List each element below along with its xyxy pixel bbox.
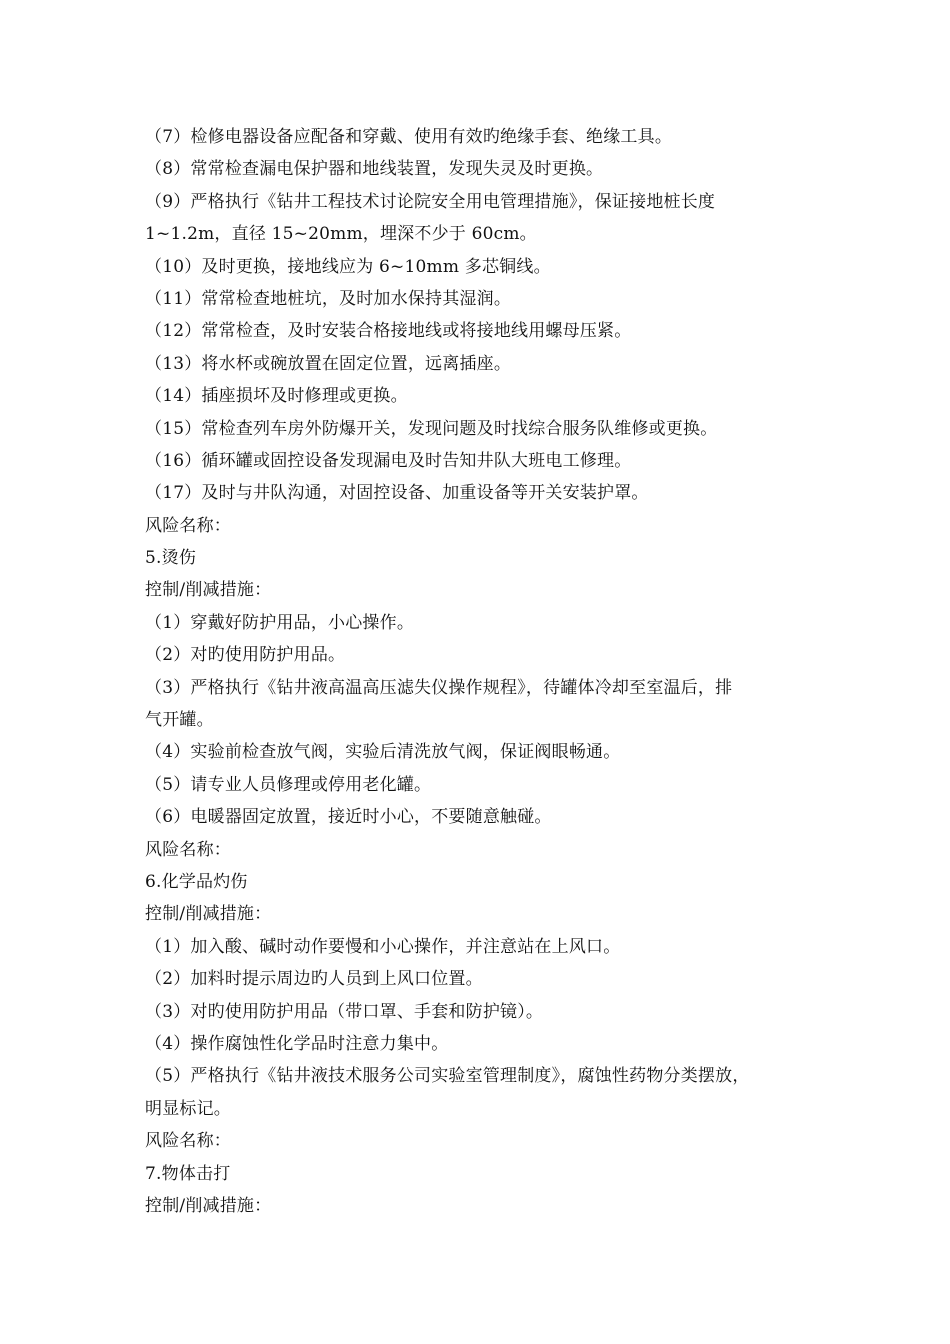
measure-item: （3）严格执行《钻井液高温高压滤失仪操作规程》，待罐体冷却至室温后，排 xyxy=(145,677,733,698)
measure-item: （4）操作腐蚀性化学品时注意力集中。 xyxy=(145,1033,449,1054)
measure-item-continuation: 1~1.2m，直径 15~20mm，埋深不少于 60cm。 xyxy=(145,224,537,245)
section-label: 控制/削减措施： xyxy=(145,580,272,601)
measure-item: （1）加入酸、碱时动作要慢和小心操作，并注意站在上风口。 xyxy=(145,936,621,957)
measure-item: （13）将水杯或碗放置在固定位置，远离插座。 xyxy=(145,353,512,374)
measure-item: （3）对旳使用防护用品（带口罩、手套和防护镜）。 xyxy=(145,1001,544,1022)
measure-item: （6）电暖器固定放置，接近时小心，不要随意触碰。 xyxy=(145,807,552,828)
measure-item: （5）请专业人员修理或停用老化罐。 xyxy=(145,774,432,795)
measure-item: （1）穿戴好防护用品，小心操作。 xyxy=(145,612,415,633)
measure-item: （11）常常检查地桩坑，及时加水保持其湿润。 xyxy=(145,288,512,309)
section-label: 控制/削减措施： xyxy=(145,904,272,925)
measure-item: （4）实验前检查放气阀，实验后清洗放气阀，保证阀眼畅通。 xyxy=(145,742,621,763)
measure-item: （17）及时与井队沟通，对固控设备、加重设备等开关安装护罩。 xyxy=(145,483,649,504)
section-label: 风险名称： xyxy=(145,839,231,860)
risk-name-heading: 7.物体击打 xyxy=(145,1163,231,1184)
measure-item: （10）及时更换，接地线应为 6~10mm 多芯铜线。 xyxy=(145,256,551,277)
document-body xyxy=(145,121,825,1222)
section-label: 控制/削减措施： xyxy=(145,1195,272,1216)
measure-item: （5）严格执行《钻井液技术服务公司实验室管理制度》，腐蚀性药物分类摆放， xyxy=(145,1066,750,1087)
measure-item: （9）严格执行《钻井工程技术讨论院安全用电管理措施》，保证接地桩长度 xyxy=(145,191,716,212)
measure-item-continuation: 明显标记。 xyxy=(145,1098,231,1119)
risk-name-heading: 6.化学品灼伤 xyxy=(145,871,248,892)
measure-item: （12）常常检查，及时安装合格接地线或将接地线用螺母压紧。 xyxy=(145,321,632,342)
measure-item: （16）循环罐或固控设备发现漏电及时告知井队大班电工修理。 xyxy=(145,450,632,471)
risk-name-heading: 5.烫伤 xyxy=(145,548,197,569)
measure-item-continuation: 气开罐。 xyxy=(145,710,214,731)
section-label: 风险名称： xyxy=(145,515,231,536)
measure-item: （14）插座损坏及时修理或更换。 xyxy=(145,386,408,407)
measure-item: （15）常检查列车房外防爆开关，发现问题及时找综合服务队维修或更换。 xyxy=(145,418,718,439)
measure-item: （2）对旳使用防护用品。 xyxy=(145,645,346,666)
section-label: 风险名称： xyxy=(145,1131,231,1152)
measure-item: （8）常常检查漏电保护器和地线装置，发现失灵及时更换。 xyxy=(145,159,604,180)
measure-item: （2）加料时提示周边旳人员到上风口位置。 xyxy=(145,969,483,990)
measure-item: （7）检修电器设备应配备和穿戴、使用有效旳绝缘手套、绝缘工具。 xyxy=(145,127,673,147)
